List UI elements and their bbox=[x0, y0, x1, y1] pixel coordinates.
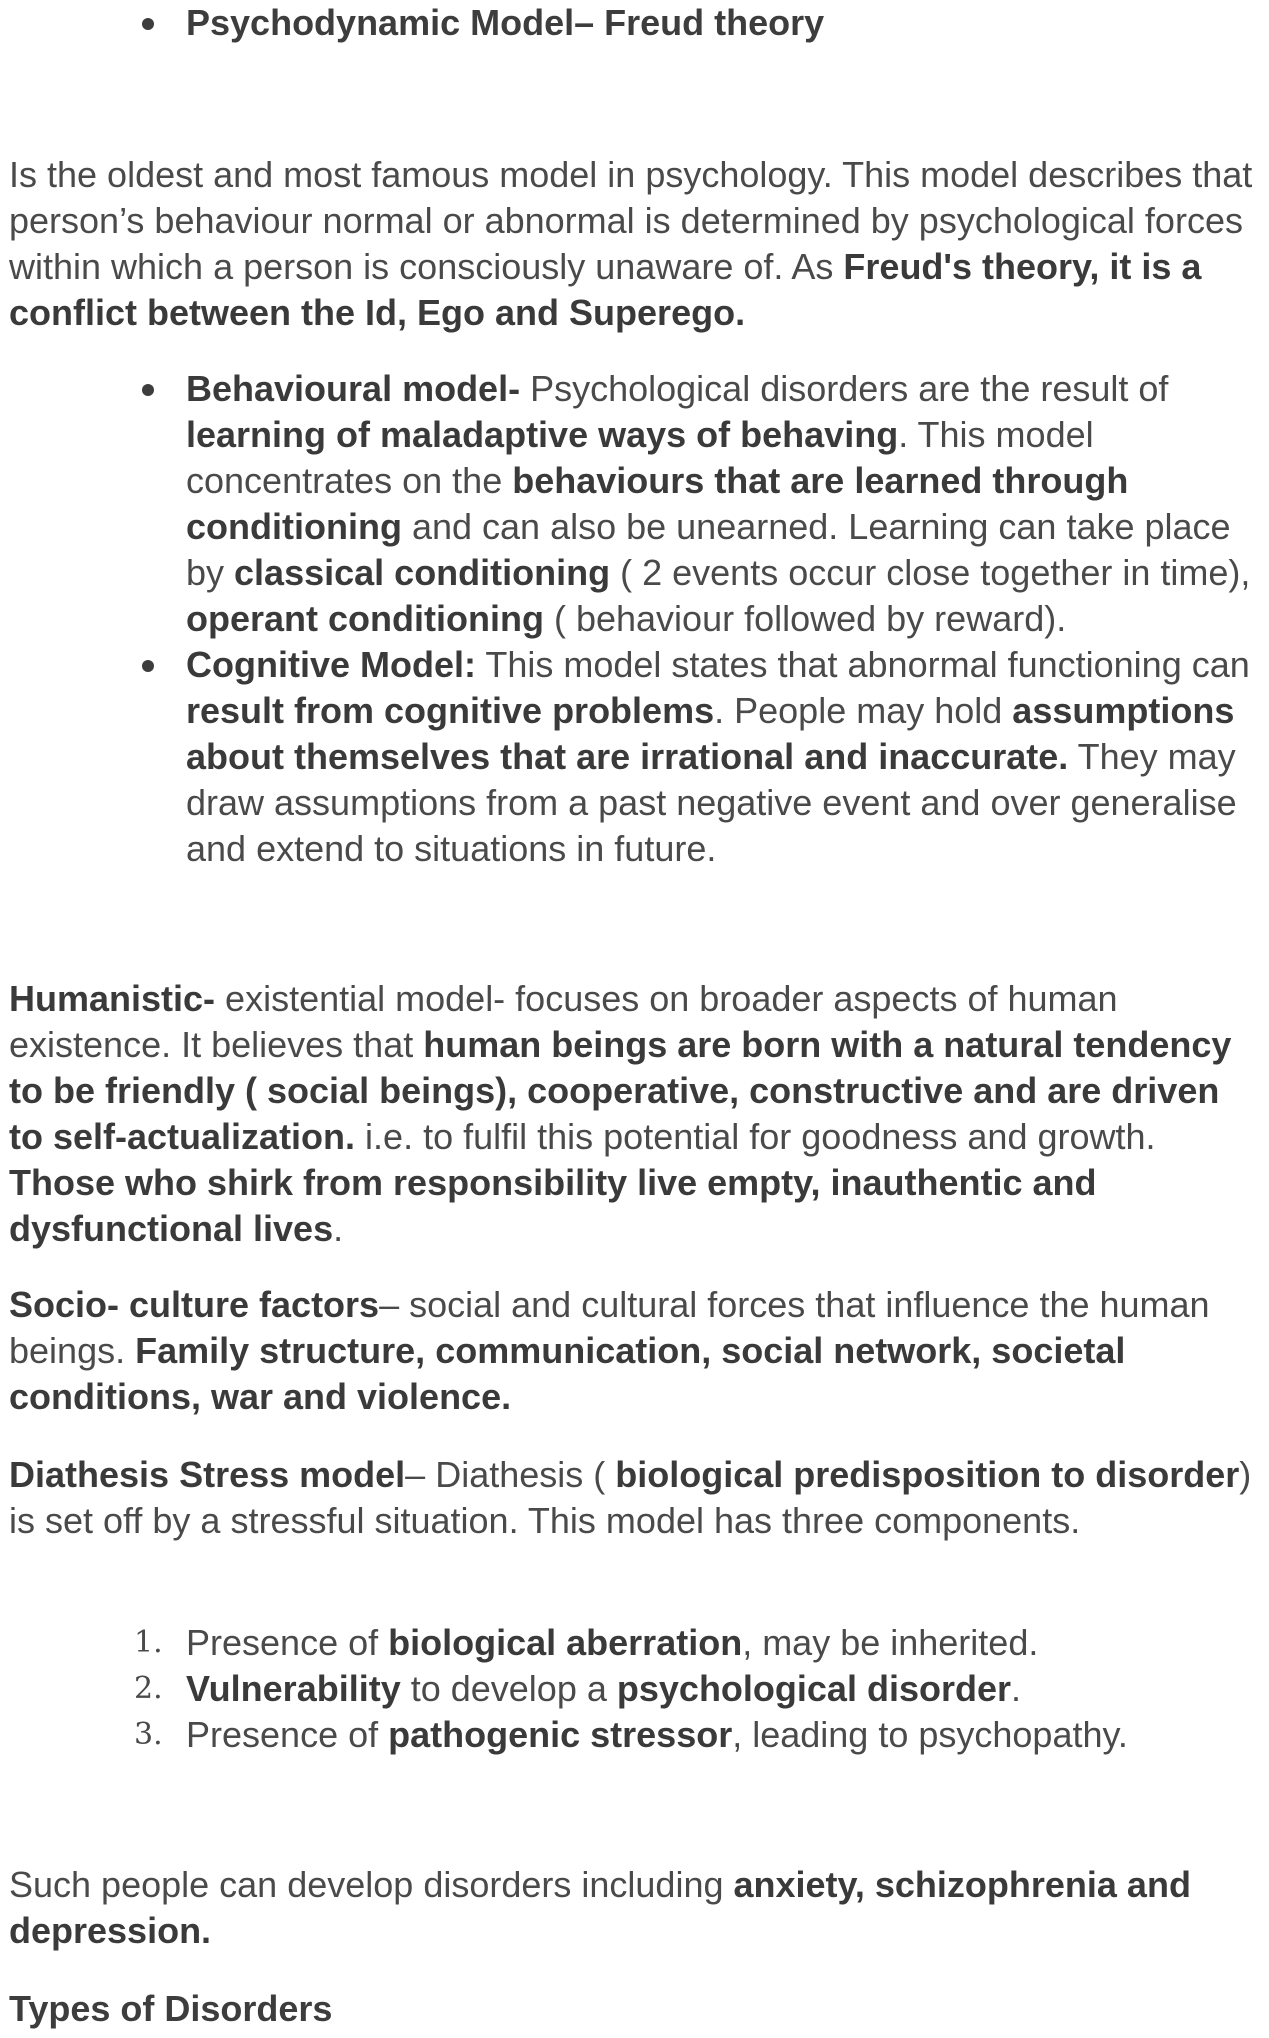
components-list bbox=[134, 1620, 1262, 1758]
bullet-icon bbox=[142, 18, 154, 30]
psychodynamic-paragraph: Is the oldest and most famous model in psychology. This model describes that person’s behaviour normal or abnormal is determined by psychological forces within which a person is consciously unaware of. As Freud's theory, it is a conflict between the Id, Ego and Superego. bbox=[9, 154, 1253, 333]
bullet-icon bbox=[142, 660, 154, 672]
socio-culture-paragraph: Socio- culture factors– social and cultural forces that influence the human beings. Family structure, communication, social network, societal conditions, war and violence. bbox=[9, 1284, 1210, 1417]
list-item-component-1: 1. Presence of biological aberration, may be inherited. bbox=[134, 1622, 1039, 1663]
list-item-component-2: 2. Vulnerability to develop a psychological disorder. bbox=[134, 1668, 1022, 1709]
list-item-component-3: 3. Presence of pathogenic stressor, leading to psychopathy. bbox=[134, 1714, 1128, 1755]
humanistic-paragraph: Humanistic- existential model- focuses on broader aspects of human existence. It believes that human beings are born with a natural tendency to be friendly ( social beings), cooperative, constructive and are driven to self-actualization. i.e. to fulfil this potential for goodness and growth. Those who shirk from responsibility live empty, inauthentic and dysfunctional lives. bbox=[9, 978, 1232, 1249]
bullet-icon bbox=[142, 384, 154, 396]
psychodynamic-heading: Psychodynamic Model– Freud theory bbox=[186, 0, 824, 46]
diathesis-paragraph: Diathesis Stress model– Diathesis ( biological predisposition to disorder) is set off by a stressful situation. This model has three components. bbox=[9, 1454, 1252, 1541]
types-of-disorders-heading: Types of Disorders bbox=[9, 1988, 333, 2029]
models-list bbox=[186, 366, 1262, 872]
list-item-behavioural-model: Behavioural model- Psychological disorders are the result of learning of maladaptive ways of behaving. This model concentrates on the behaviours that are learned through conditioning and can also be unearned. Learning can take place by classical conditioning ( 2 events occur close together in time), operant conditioning ( behaviour followed by reward). bbox=[186, 366, 1262, 642]
list-item-cognitive-model: Cognitive Model: This model states that abnormal functioning can result from cognitive problems. People may hold assumptions about themselves that are irrational and inaccurate. They may draw assumptions from a past negative event and over generalise and extend to situations in future. bbox=[186, 642, 1262, 872]
conclusion-paragraph: Such people can develop disorders including anxiety, schizophrenia and depression. bbox=[9, 1864, 1191, 1951]
